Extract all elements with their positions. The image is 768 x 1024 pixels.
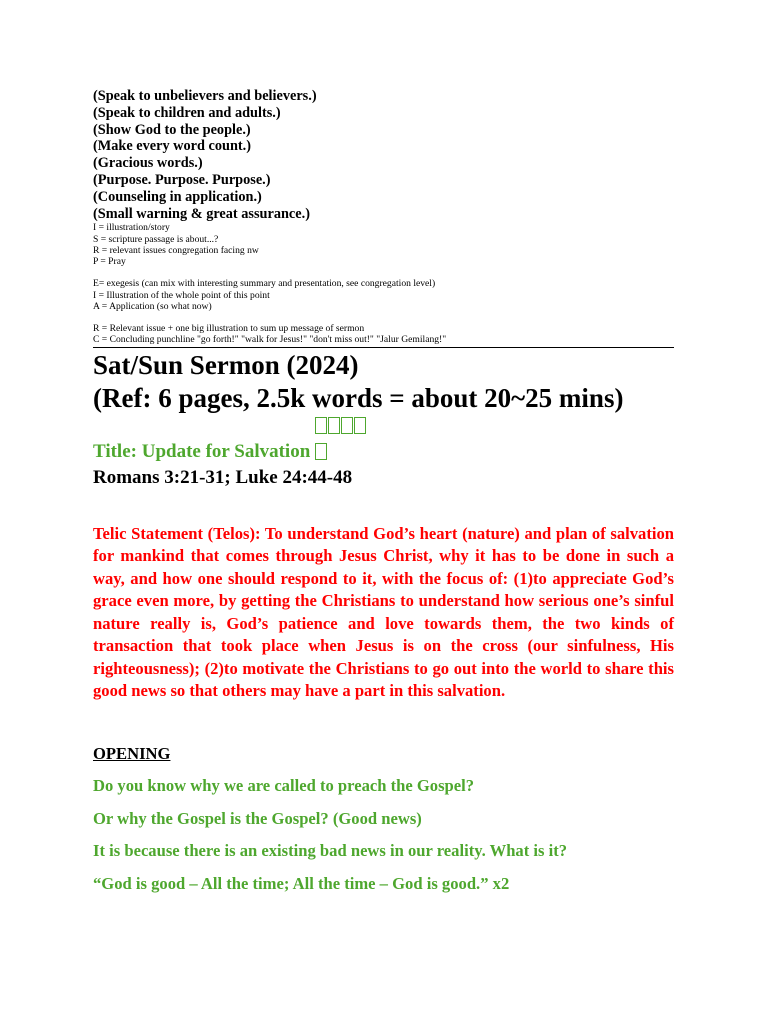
scripture-reference: Romans 3:21-31; Luke 24:44-48 bbox=[93, 466, 353, 488]
reminder-line: (Small warning & great assurance.) bbox=[93, 205, 310, 222]
note-line: E= exegesis (can mix with interesting summary and presentation, see congregation level) bbox=[93, 278, 436, 290]
missing-glyph-boxes bbox=[315, 416, 375, 435]
note-line: R = Relevant issue + one big illustration to sum up message of sermon bbox=[93, 323, 365, 335]
note-line: P = Pray bbox=[93, 255, 126, 267]
sermon-heading: Sat/Sun Sermon (2024) bbox=[93, 349, 359, 380]
sermon-title bbox=[93, 416, 674, 465]
note-line bbox=[93, 312, 674, 323]
sermon-title-text: Title: Update for Salvation bbox=[93, 440, 311, 462]
document-page bbox=[93, 88, 674, 895]
preaching-reminders bbox=[93, 88, 674, 222]
note-line: I = Illustration of the whole point of this point bbox=[93, 289, 270, 301]
note-line: R = relevant issues congregation facing nw bbox=[93, 244, 259, 256]
opening-line: Or why the Gospel is the Gospel? (Good news) bbox=[93, 808, 422, 828]
reminder-line: (Gracious words.) bbox=[93, 155, 203, 172]
reminder-line: (Speak to unbelievers and believers.) bbox=[93, 88, 317, 104]
opening-heading: OPENING bbox=[93, 743, 171, 763]
telic-statement: Telic Statement (Telos): To understand God’s heart (nature) and plan of salvation for mankind that comes through Jesus Christ, why it has to be done in such a way, and how one should respond to it, with the focus of: (1)to appreciate God’s grace even more, by getting the Christians to understand how serious one’s sinful nature really is, God’s patience and love towards them, the two kinds of transaction that took place when Jesus is on the cross (our sinfulness, His righteousness); (2)to motivate the Christians to go out into the world to share this good news so that others may have a part in this salvation. bbox=[93, 523, 674, 701]
note-line bbox=[93, 267, 674, 278]
note-line: I = illustration/story bbox=[93, 222, 170, 234]
reminder-line: (Speak to children and adults.) bbox=[93, 104, 281, 121]
opening-line: Do you know why we are called to preach the Gospel? bbox=[93, 776, 475, 796]
reminder-line: (Show God to the people.) bbox=[93, 121, 251, 138]
opening-line: It is because there is an existing bad news in our reality. What is it? bbox=[93, 841, 568, 861]
sermon-structure-notes bbox=[93, 222, 674, 345]
note-line: C = Concluding punchline "go forth!" "walk for Jesus!" "don't miss out!" "Jalur Gemilang!" bbox=[93, 334, 447, 346]
reminder-line: (Purpose. Purpose. Purpose.) bbox=[93, 171, 271, 188]
reminder-line: (Make every word count.) bbox=[93, 138, 252, 155]
opening-line: “God is good – All the time; All the time – God is good.” x2 bbox=[93, 873, 510, 893]
note-line: S = scripture passage is about...? bbox=[93, 233, 219, 245]
note-line: A = Application (so what now) bbox=[93, 300, 212, 312]
reminder-line: (Counseling in application.) bbox=[93, 188, 262, 205]
sermon-reference-heading: (Ref: 6 pages, 2.5k words = about 20~25 mins) bbox=[93, 382, 624, 413]
